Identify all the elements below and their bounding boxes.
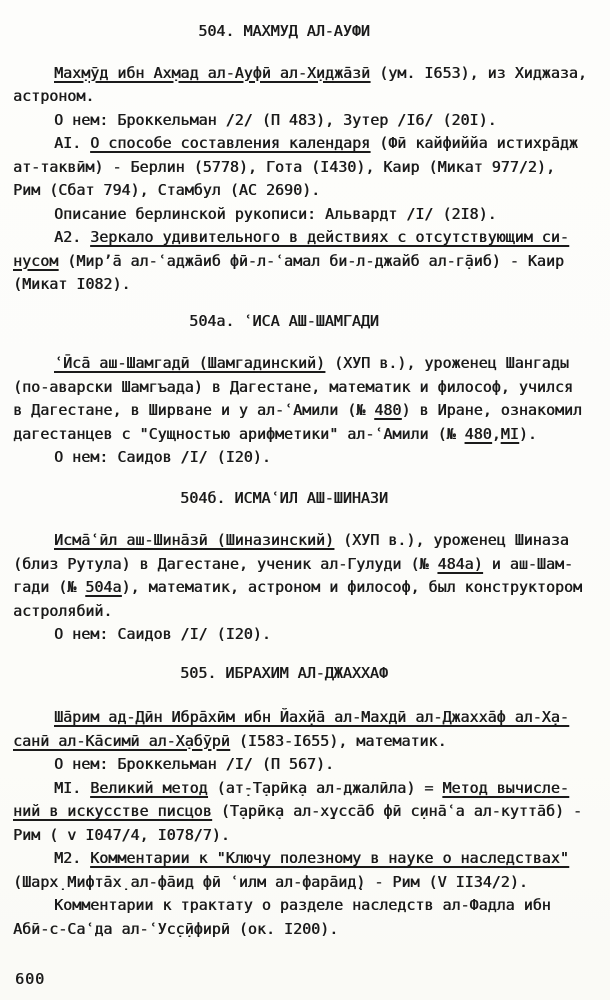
entry-heading: 504б. ИСМАʿИЛ АШ-ШИНАЗИ bbox=[180, 488, 388, 507]
text-segment: (Шарх̣ Мифта̄х̣ ал-фа̄ид фӣ ʿилм ал-фара̄ид̣) - Рим (V II34/2). bbox=[13, 872, 528, 891]
text-line bbox=[13, 553, 599, 577]
text-line bbox=[13, 918, 599, 942]
text-line bbox=[13, 730, 599, 754]
underlined-text-segment: санӣ ал-Ка̄симӣ ал-Х̣абӯрӣ bbox=[13, 731, 230, 750]
text-segment: О нем: Броккельман /I/ (П 567). bbox=[54, 755, 334, 773]
text-segment: Комментарии к трактату о разделе наследств ал-Фадла ибн bbox=[54, 896, 551, 914]
text-segment: (Т̣арӣк̣а ал-х̣усса̄б фӣ с̣ина̄ʿа ал-кутта̄б) - bbox=[211, 802, 582, 820]
underlined-text-segment: Исма̄ʿӣл аш-Шина̄зӣ (Шиназинский) bbox=[54, 531, 334, 549]
text-segment: гади (№ bbox=[13, 578, 86, 596]
text-line bbox=[13, 352, 599, 376]
text-segment: дагестанцев с "Сущностью арифметики" ал-ʿАмили (№ bbox=[13, 424, 465, 443]
text-line bbox=[13, 250, 599, 274]
text-line bbox=[13, 156, 599, 180]
text-segment: (ат̣-Т̣арӣк̣а ал-джалӣла) = bbox=[207, 778, 443, 797]
text-segment: Рим ( v I047/4, I078/7). bbox=[13, 825, 230, 844]
underlined-text-segment: ний в искусстве писцов bbox=[13, 802, 212, 820]
text-segment: А2. bbox=[54, 228, 91, 246]
text-line bbox=[13, 824, 599, 848]
underlined-text-segment: МI bbox=[500, 424, 519, 443]
text-segment: (Мир’а̄ ал-ʿаджа̄иб фӣ-л-ʿамал би-л-джайб ал-г̣а̄иб) - Каир bbox=[58, 251, 564, 270]
underlined-text-segment: нусом bbox=[13, 251, 59, 270]
text-line bbox=[13, 423, 599, 447]
text-segment: М2. bbox=[54, 849, 91, 867]
text-line bbox=[13, 623, 599, 647]
text-line bbox=[13, 871, 599, 895]
text-segment: (Фӣ кайфиййа истих̣ра̄дж bbox=[370, 134, 578, 152]
text-line bbox=[13, 132, 599, 156]
text-segment: (близ Рутула) в Дагестане, ученик ал-Гулуди (№ bbox=[13, 554, 438, 573]
underlined-text-segment: ʿӢса̄ аш-Шамгадӣ (Шамгадинский) bbox=[54, 354, 325, 372]
text-line bbox=[13, 85, 599, 109]
text-line bbox=[13, 62, 599, 86]
underlined-text-segment: О способе составления календаря bbox=[90, 134, 371, 152]
underlined-text-segment: 484а) bbox=[437, 554, 483, 573]
text-segment: (ум. I653), из Хиджаза, bbox=[370, 63, 587, 82]
text-line bbox=[13, 753, 599, 777]
text-segment: (по-аварски Шамгъада) в Дагестане, математик и философ, учился bbox=[13, 377, 573, 396]
underlined-text-segment: Зеркало удивительного в действиях с отсутствующим си- bbox=[90, 228, 569, 246]
entry-heading: 504. МАХМУД АЛ-АУФИ bbox=[198, 22, 370, 40]
text-line bbox=[13, 203, 599, 227]
text-line bbox=[13, 706, 599, 730]
underlined-text-segment: Комментарии к "Ключу полезному в науке о наследствах" bbox=[90, 849, 569, 867]
text-segment: О нем: Саидов /I/ (I20). bbox=[54, 625, 271, 643]
text-line bbox=[13, 446, 599, 470]
text-line bbox=[13, 226, 599, 250]
text-segment: , bbox=[491, 424, 501, 443]
text-line bbox=[13, 894, 599, 918]
entry-heading: 505. ИБРАХИМ АЛ-ДЖАХХАФ bbox=[180, 663, 388, 682]
text-segment: ), математик, астроном и философ, был конструктором bbox=[121, 578, 582, 596]
text-segment: ат-таквӣм) - Берлин (5778), Гота (I430), Каир (Микат 977/2), bbox=[13, 157, 555, 176]
text-segment: Описание берлинской рукописи: Альвардт /I/ (2I8). bbox=[54, 204, 497, 223]
text-line bbox=[13, 529, 599, 553]
entry-heading: 504а. ʿИСА АШ-ШАМГАДИ bbox=[189, 311, 379, 330]
text-line bbox=[13, 399, 599, 423]
text-segment: МI. bbox=[54, 778, 91, 797]
page-number: 600 bbox=[15, 970, 46, 988]
text-line bbox=[13, 273, 599, 297]
underlined-text-segment: Ша̄рим ад-Дӣн Ибра̄хӣм ибн Йах̣йа̄ ал-Махдӣ ал-Джахха̄ф ал-Х̣а- bbox=[54, 708, 569, 726]
underlined-text-segment: 504а bbox=[85, 578, 122, 596]
text-segment: АI. bbox=[54, 134, 91, 152]
underlined-text-segment: Великий метод bbox=[90, 778, 208, 797]
text-segment: Абӣ-с-Саʿда ал-ʿУс̣с̣ӣфирӣ (ок. I200). bbox=[13, 919, 339, 938]
text-segment: и аш-Шам- bbox=[482, 554, 573, 573]
underlined-text-segment: 480 bbox=[374, 401, 402, 419]
text-segment: Рим (Сбат 794), Стамбул (АС 2690). bbox=[13, 181, 321, 199]
text-segment: в Дагестане, в Ширване и у ал-ʿАмили (№ bbox=[13, 401, 375, 419]
entry-section bbox=[13, 20, 599, 297]
text-line bbox=[13, 847, 599, 871]
text-line bbox=[13, 179, 599, 203]
text-segment: О нем: Саидов /I/ (I20). bbox=[54, 448, 271, 466]
text-segment: (Микат I082). bbox=[13, 275, 131, 293]
text-segment: (I583-I655), математик. bbox=[229, 731, 447, 750]
underlined-text-segment: Метод вычисле- bbox=[442, 778, 569, 797]
text-segment: О нем: Броккельман /2/ (П 483), Зутер /I6/ (20I). bbox=[54, 110, 497, 129]
text-line bbox=[13, 576, 599, 600]
text-segment: ). bbox=[518, 424, 537, 443]
text-line bbox=[13, 376, 599, 400]
text-segment: астроном. bbox=[13, 87, 95, 105]
text-segment: (ХУП в.), уроженец Шангады bbox=[324, 354, 569, 372]
page-content bbox=[13, 20, 599, 941]
underlined-text-segment: Мах̣мӯд ибн Ах̣мад ал-Ауфӣ ал-Х̣иджа̄зӣ bbox=[54, 63, 371, 82]
entry-section bbox=[13, 310, 599, 470]
entry-section bbox=[13, 662, 599, 942]
text-segment: астролябий. bbox=[13, 601, 113, 620]
text-line bbox=[13, 800, 599, 824]
text-segment: ) в Иране, ознакомил bbox=[401, 401, 582, 419]
underlined-text-segment: 480 bbox=[464, 424, 492, 443]
text-segment: (ХУП в.), уроженец Шиназа bbox=[333, 531, 569, 549]
text-line bbox=[13, 109, 599, 133]
text-line bbox=[13, 777, 599, 801]
text-line bbox=[13, 600, 599, 624]
entry-section bbox=[13, 487, 599, 647]
